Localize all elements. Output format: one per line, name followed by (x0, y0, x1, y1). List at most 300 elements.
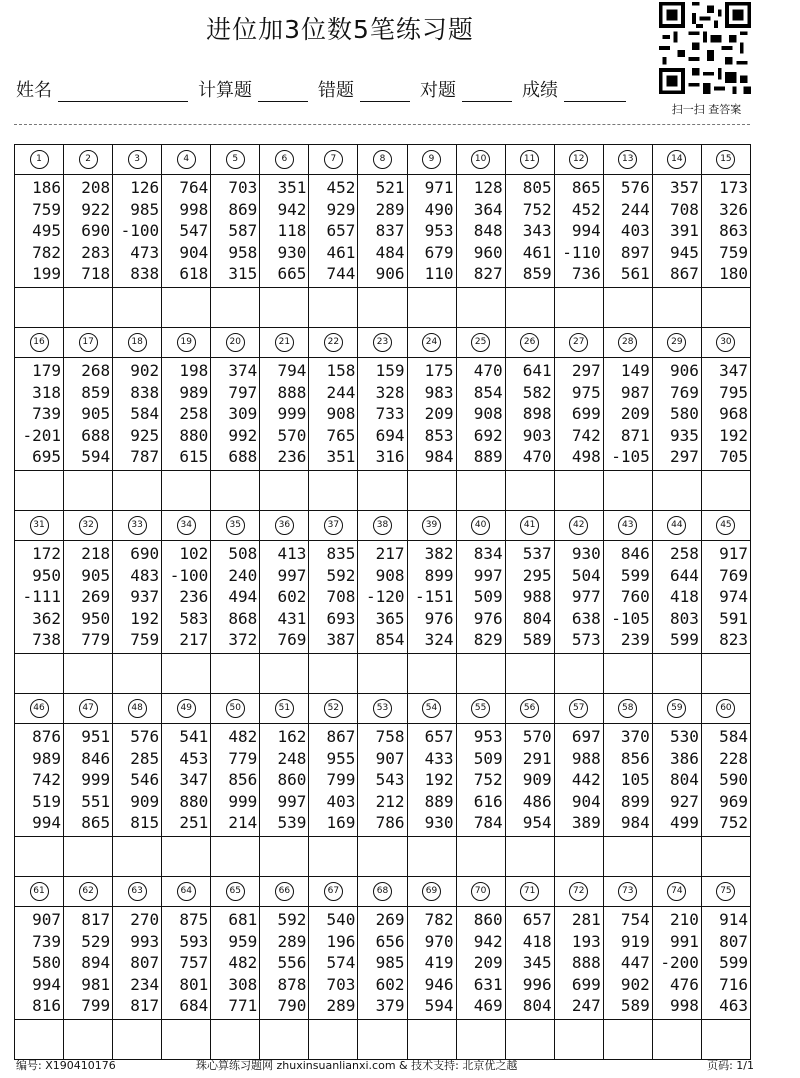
problem-grid (14, 144, 751, 1060)
answer-cell[interactable] (211, 654, 260, 694)
answer-cell[interactable] (554, 1020, 603, 1060)
problem-number: 37 (324, 516, 343, 535)
problem-number: 44 (667, 516, 686, 535)
addend: 599 (620, 565, 650, 585)
info-field-blank[interactable] (462, 79, 512, 102)
problem-addends (701, 724, 750, 837)
addend: 193 (571, 931, 601, 951)
addend: 757 (179, 953, 209, 972)
addend: 917 (719, 544, 748, 563)
answer-cell[interactable] (603, 288, 652, 328)
problem-addends (603, 358, 652, 471)
answer-cell[interactable] (701, 288, 750, 328)
addend: 971 (424, 178, 454, 197)
addend: 289 (277, 931, 307, 951)
problem-addends (162, 724, 211, 837)
addend: 540 (326, 910, 356, 929)
answer-cell[interactable] (701, 471, 750, 511)
addend: 556 (277, 953, 307, 972)
addend: 803 (669, 608, 699, 628)
answer-cell[interactable] (260, 837, 309, 877)
addend: 490 (424, 199, 454, 219)
addend: 247 (571, 996, 601, 1015)
problem-addends (505, 541, 554, 654)
problem-number: 74 (667, 882, 686, 901)
addend: 504 (571, 565, 601, 585)
answer-cell[interactable] (456, 471, 505, 511)
problem-number-cell (64, 694, 113, 724)
answer-cell[interactable] (554, 837, 603, 877)
addend: 889 (424, 791, 454, 811)
problem-addends (505, 907, 554, 1020)
problem-number: 10 (471, 150, 490, 169)
addend: 827 (473, 264, 503, 283)
problem-number-cell (260, 694, 309, 724)
answer-cell[interactable] (407, 288, 456, 328)
addend: 285 (130, 748, 160, 768)
addend: 593 (179, 931, 209, 951)
problem-number-cell (554, 328, 603, 358)
problem-addends (162, 175, 211, 288)
addend: 699 (571, 404, 601, 423)
problem-addends (260, 358, 309, 471)
answer-cell[interactable] (309, 1020, 358, 1060)
problem-number-cell (652, 511, 701, 541)
answer-cell[interactable] (505, 837, 554, 877)
answer-cell[interactable] (64, 837, 113, 877)
addend: 782 (424, 910, 454, 929)
addend: 871 (620, 425, 650, 445)
addend: 209 (424, 404, 454, 423)
problem-number-cell (113, 511, 162, 541)
addend: 418 (669, 587, 699, 606)
problem-addends (358, 541, 407, 654)
problem-number: 40 (471, 516, 490, 535)
problem-number-cell (211, 694, 260, 724)
answer-cell[interactable] (211, 1020, 260, 1060)
answer-cell[interactable] (113, 471, 162, 511)
problem-number-cell (113, 145, 162, 175)
answer-cell[interactable] (505, 288, 554, 328)
addend: 179 (32, 361, 62, 380)
answer-cell[interactable] (407, 654, 456, 694)
problem-number: 75 (716, 882, 735, 901)
info-field (420, 76, 512, 102)
problem-number-cell (15, 877, 64, 907)
info-field-blank[interactable] (58, 79, 188, 102)
problem-addends (652, 907, 701, 1020)
problem-number-cell (554, 511, 603, 541)
addend: 483 (130, 565, 160, 585)
addend: 269 (375, 910, 405, 929)
addend: 180 (719, 264, 748, 283)
addend: 236 (277, 447, 307, 466)
info-field-blank[interactable] (258, 79, 308, 102)
answer-cell[interactable] (358, 471, 407, 511)
addend: 196 (326, 931, 356, 951)
addend: 906 (375, 264, 405, 283)
info-field (522, 76, 626, 102)
problem-number: 31 (30, 516, 49, 535)
addend: 576 (130, 727, 160, 746)
info-field (16, 76, 188, 102)
answer-cell[interactable] (211, 837, 260, 877)
answer-cell[interactable] (162, 837, 211, 877)
answer-cell[interactable] (64, 288, 113, 328)
qr-code (656, 2, 754, 94)
answer-cell[interactable] (15, 837, 64, 877)
addend: 968 (719, 404, 748, 423)
problem-number-cell (162, 145, 211, 175)
answer-cell[interactable] (162, 1020, 211, 1060)
addend: 594 (424, 996, 454, 1015)
problem-addends (456, 907, 505, 1020)
problem-number-cell (652, 145, 701, 175)
problem-number: 45 (716, 516, 735, 535)
answer-cell[interactable] (113, 288, 162, 328)
answer-cell[interactable] (554, 654, 603, 694)
problem-addends (554, 724, 603, 837)
problem-number-cell (309, 877, 358, 907)
addend: 865 (81, 813, 111, 832)
answer-cell[interactable] (407, 837, 456, 877)
problem-number: 32 (79, 516, 98, 535)
addend: 186 (32, 178, 62, 197)
problem-number: 61 (30, 882, 49, 901)
problem-number-cell (603, 511, 652, 541)
addend: 930 (277, 242, 307, 262)
addend: 817 (130, 996, 160, 1015)
answer-cell[interactable] (211, 288, 260, 328)
answer-cell[interactable] (260, 288, 309, 328)
addend: 372 (228, 630, 258, 649)
addend: 969 (719, 791, 748, 811)
problem-number: 34 (177, 516, 196, 535)
problem-number-cell (15, 511, 64, 541)
addend: 797 (228, 382, 258, 402)
answer-cell[interactable] (652, 288, 701, 328)
info-field-blank[interactable] (564, 79, 626, 102)
addend: 902 (130, 361, 160, 380)
addend: 539 (277, 813, 307, 832)
addend: 984 (424, 447, 454, 466)
addend: 573 (571, 630, 601, 649)
problem-addends (407, 541, 456, 654)
addend: 703 (228, 178, 258, 197)
answer-cell[interactable] (15, 471, 64, 511)
answer-cell[interactable] (407, 1020, 456, 1060)
addend: 764 (179, 178, 209, 197)
problem-number: 8 (373, 150, 392, 169)
problem-number: 43 (618, 516, 637, 535)
addend: 258 (179, 404, 209, 423)
info-field-blank[interactable] (360, 79, 410, 102)
answer-cell[interactable] (505, 654, 554, 694)
problem-number: 26 (520, 333, 539, 352)
problem-number-cell (554, 877, 603, 907)
answer-cell[interactable] (505, 471, 554, 511)
problem-addends (701, 358, 750, 471)
problem-addends (505, 358, 554, 471)
answer-cell[interactable] (603, 1020, 652, 1060)
answer-cell[interactable] (260, 471, 309, 511)
problem-number: 66 (275, 882, 294, 901)
answer-cell[interactable] (113, 837, 162, 877)
answer-cell[interactable] (701, 654, 750, 694)
addend: 584 (130, 404, 160, 423)
addend: 379 (375, 996, 405, 1015)
answer-cell[interactable] (162, 471, 211, 511)
answer-cell[interactable] (211, 471, 260, 511)
problem-addends (113, 358, 162, 471)
answer-cell[interactable] (554, 471, 603, 511)
addend: 992 (228, 425, 258, 445)
answer-cell[interactable] (456, 1020, 505, 1060)
answer-cell[interactable] (701, 1020, 750, 1060)
addend: 937 (130, 587, 160, 606)
problem-addends (309, 541, 358, 654)
problem-number-cell (505, 145, 554, 175)
answer-cell[interactable] (456, 837, 505, 877)
addend: 592 (277, 910, 307, 929)
addend: 905 (81, 565, 111, 585)
problem-number: 14 (667, 150, 686, 169)
addend: 878 (277, 974, 307, 994)
problem-addends (701, 175, 750, 288)
addend: 769 (277, 630, 307, 649)
problem-number-cell (407, 328, 456, 358)
problem-addends (64, 175, 113, 288)
addend: 587 (228, 221, 258, 240)
addend: 295 (522, 565, 552, 585)
addend: 853 (424, 425, 454, 445)
answer-cell[interactable] (456, 288, 505, 328)
addend: 856 (620, 748, 650, 768)
addend: 561 (620, 264, 650, 283)
answer-cell[interactable] (358, 1020, 407, 1060)
problem-addends (652, 358, 701, 471)
problem-number-cell (603, 694, 652, 724)
addend: 589 (522, 630, 552, 649)
addend: 541 (179, 727, 209, 746)
answer-cell[interactable] (603, 471, 652, 511)
addend: 470 (522, 447, 552, 466)
problem-number-cell (652, 694, 701, 724)
addend: 959 (228, 931, 258, 951)
addend: 589 (620, 996, 650, 1015)
answer-cell[interactable] (113, 654, 162, 694)
info-field (198, 76, 308, 102)
problem-number: 72 (569, 882, 588, 901)
answer-cell[interactable] (15, 1020, 64, 1060)
answer-cell[interactable] (456, 654, 505, 694)
problem-number: 19 (177, 333, 196, 352)
problem-addends (652, 175, 701, 288)
addend: 904 (179, 242, 209, 262)
addend: 930 (571, 544, 601, 563)
answer-cell[interactable] (652, 471, 701, 511)
addend: 547 (179, 221, 209, 240)
problem-number-cell (407, 511, 456, 541)
addend: 128 (473, 178, 503, 197)
addend: 974 (719, 587, 748, 606)
addend: 351 (326, 447, 356, 466)
addend: -201 (22, 425, 62, 445)
addend: 888 (571, 953, 601, 972)
answer-cell[interactable] (15, 288, 64, 328)
problem-addends (358, 907, 407, 1020)
answer-cell[interactable] (64, 1020, 113, 1060)
addend: 999 (277, 404, 307, 423)
addend: -100 (120, 221, 160, 240)
problem-addends (162, 907, 211, 1020)
problem-addends (407, 724, 456, 837)
problem-addends (407, 907, 456, 1020)
problem-number: 20 (226, 333, 245, 352)
addend: 347 (719, 361, 748, 380)
answer-cell[interactable] (407, 471, 456, 511)
answer-cell[interactable] (309, 654, 358, 694)
addend: 251 (179, 813, 209, 832)
answer-cell[interactable] (701, 837, 750, 877)
problem-addends (652, 724, 701, 837)
answer-cell[interactable] (309, 837, 358, 877)
problem-number: 28 (618, 333, 637, 352)
answer-cell[interactable] (15, 654, 64, 694)
answer-cell[interactable] (260, 1020, 309, 1060)
addend: 236 (179, 587, 209, 606)
answer-cell[interactable] (64, 471, 113, 511)
addend: 692 (473, 425, 503, 445)
answer-cell[interactable] (554, 288, 603, 328)
problem-number: 64 (177, 882, 196, 901)
addend: 752 (719, 813, 748, 832)
addend: 867 (326, 727, 356, 746)
addend: 175 (424, 361, 454, 380)
problem-addends (505, 724, 554, 837)
addend: 389 (571, 813, 601, 832)
addend: 908 (326, 404, 356, 423)
answer-cell[interactable] (603, 837, 652, 877)
problem-number-cell (309, 328, 358, 358)
addend: 758 (375, 727, 405, 746)
problem-number: 56 (520, 699, 539, 718)
addend: 889 (473, 447, 503, 466)
problem-number-cell (652, 328, 701, 358)
answer-cell[interactable] (652, 837, 701, 877)
problem-number-cell (211, 328, 260, 358)
info-field-label: 成绩 (522, 80, 558, 101)
addend: 665 (277, 264, 307, 283)
problem-addends (15, 907, 64, 1020)
problem-number: 18 (128, 333, 147, 352)
answer-cell[interactable] (260, 654, 309, 694)
addend: 807 (130, 953, 160, 972)
addend: -200 (660, 953, 699, 972)
addend: 657 (326, 221, 356, 240)
addend: 906 (669, 361, 699, 380)
answer-cell[interactable] (505, 1020, 554, 1060)
problem-number: 57 (569, 699, 588, 718)
problem-number: 59 (667, 699, 686, 718)
addend: 786 (375, 813, 405, 832)
answer-cell[interactable] (309, 471, 358, 511)
addend: 461 (326, 242, 356, 262)
addend: 958 (228, 242, 258, 262)
addend: 907 (32, 910, 62, 929)
answer-cell[interactable] (358, 288, 407, 328)
addend: 865 (571, 178, 601, 197)
addend: 192 (424, 770, 454, 789)
addend: 297 (669, 447, 699, 466)
answer-cell[interactable] (64, 654, 113, 694)
problem-addends (456, 541, 505, 654)
answer-cell[interactable] (358, 654, 407, 694)
problem-addends (64, 358, 113, 471)
addend: 985 (375, 953, 405, 972)
addend: 248 (277, 748, 307, 768)
addend: 370 (620, 727, 650, 746)
addend: 509 (473, 748, 503, 768)
problem-addends (603, 724, 652, 837)
addend: 733 (375, 404, 405, 423)
answer-cell[interactable] (113, 1020, 162, 1060)
addend: 357 (669, 178, 699, 197)
addend: 997 (473, 565, 503, 585)
addend: 795 (719, 382, 748, 402)
problem-addends (554, 541, 603, 654)
problem-addends (309, 724, 358, 837)
answer-cell[interactable] (162, 288, 211, 328)
addend: 576 (620, 178, 650, 197)
problem-number-cell (701, 328, 750, 358)
addend: 192 (130, 608, 160, 628)
problem-number-cell (505, 877, 554, 907)
problem-addends (211, 907, 260, 1020)
problem-number: 22 (324, 333, 343, 352)
addend: 854 (375, 630, 405, 649)
addend: 551 (81, 791, 111, 811)
addend: 823 (719, 630, 748, 649)
problem-number: 27 (569, 333, 588, 352)
addend: 863 (719, 221, 748, 240)
problem-number: 62 (79, 882, 98, 901)
addend: 602 (277, 587, 307, 606)
problem-number-cell (456, 511, 505, 541)
problem-addends (456, 175, 505, 288)
problem-addends (162, 541, 211, 654)
problem-number: 7 (324, 150, 343, 169)
answer-cell[interactable] (652, 654, 701, 694)
addend: 984 (620, 813, 650, 832)
answer-cell[interactable] (603, 654, 652, 694)
addend: 838 (130, 264, 160, 283)
answer-cell[interactable] (358, 837, 407, 877)
addend: -111 (22, 587, 62, 606)
addend: 779 (228, 748, 258, 768)
problem-number-cell (456, 145, 505, 175)
answer-cell[interactable] (652, 1020, 701, 1060)
addend: 807 (719, 931, 748, 951)
addend: 657 (424, 727, 454, 746)
answer-cell[interactable] (309, 288, 358, 328)
answer-cell[interactable] (162, 654, 211, 694)
addend: 816 (32, 996, 62, 1015)
addend: 403 (326, 791, 356, 811)
addend: 834 (473, 544, 503, 563)
problem-number: 30 (716, 333, 735, 352)
problem-number: 65 (226, 882, 245, 901)
